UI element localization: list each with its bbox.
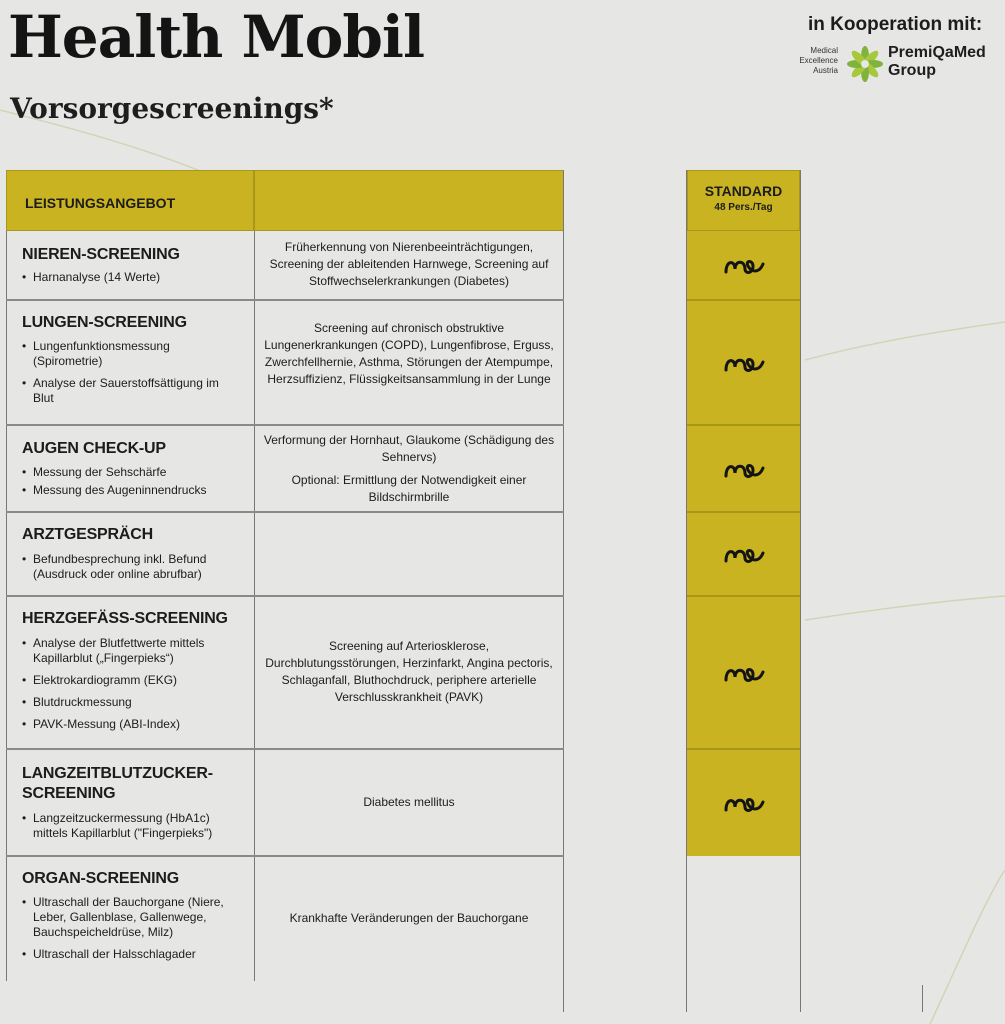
standard-column bbox=[687, 231, 800, 856]
cooperation-label: in Kooperation mit: bbox=[808, 14, 983, 35]
description-paragraph: Optional: Ermittlung der Notwendigkeit einer Bildschirmbrille bbox=[291, 473, 527, 504]
premiqamed-logo-icon bbox=[846, 45, 884, 83]
grid-line bbox=[563, 170, 564, 1012]
partner-mea-line: Excellence bbox=[799, 56, 838, 65]
service-items bbox=[22, 465, 248, 505]
service-items bbox=[22, 895, 232, 969]
service-item: • Messung der Sehschärfe bbox=[22, 465, 248, 480]
standard-cell bbox=[687, 750, 800, 856]
description-paragraph: Verformung der Hornhaut, Glaukome (Schädigung des Sehnervs) bbox=[263, 433, 555, 464]
service-name: LANGZEITBLUTZUCKER-SCREENING bbox=[22, 765, 213, 802]
swirl-check-icon bbox=[723, 790, 765, 816]
standard-cell bbox=[687, 597, 800, 748]
service-description bbox=[261, 239, 557, 290]
service-items bbox=[22, 636, 222, 739]
service-description bbox=[261, 794, 557, 811]
standard-cell bbox=[687, 231, 800, 299]
row-divider bbox=[6, 748, 564, 750]
description-paragraph: Diabetes mellitus bbox=[363, 795, 455, 809]
partner-mea-logo bbox=[760, 46, 838, 76]
description-paragraph: Screening auf chronisch obstruktive Lungenerkrankungen (COPD), Lungenfibrose, Erguss, Zwerchfellhernie, Asthma, Störungen der Atempumpe, Herzsuffizienz, Flüssigkeitsansammlung in der Lunge bbox=[264, 321, 554, 386]
description-paragraph: Früherkennung von Nierenbeeinträchtigungen, Screening der ableitenden Harnwege, Screening auf Stoffwechselerkrankungen (Diabetes) bbox=[269, 240, 549, 288]
service-item: • Ultraschall der Halsschlagader bbox=[22, 947, 232, 962]
service-name: LUNGEN-SCREENING bbox=[22, 314, 187, 331]
service-items bbox=[22, 552, 228, 589]
service-item: • Analyse der Sauerstoffsättigung im Blut bbox=[22, 376, 222, 406]
service-description bbox=[261, 638, 557, 706]
service-name: HERZGEFÄSS-SCREENING bbox=[22, 610, 228, 627]
partner-group-name bbox=[888, 44, 986, 80]
row-divider bbox=[6, 424, 564, 426]
swirl-check-icon bbox=[723, 350, 765, 376]
service-item: • Ultraschall der Bauchorgane (Niere, Leber, Gallenblase, Gallenwege, Bauchspeicheldrüse, Milz) bbox=[22, 895, 232, 940]
row-divider bbox=[6, 299, 564, 301]
column-header-description bbox=[254, 170, 564, 231]
swirl-check-icon bbox=[723, 541, 765, 567]
service-item: • Harnanalyse (14 Werte) bbox=[22, 270, 248, 285]
grid-line bbox=[800, 170, 801, 1012]
service-name: ORGAN-SCREENING bbox=[22, 870, 180, 887]
page-subtitle: Vorsorgescreenings* bbox=[10, 92, 334, 125]
row-divider bbox=[6, 511, 564, 513]
partner-mea-line: Medical bbox=[810, 46, 838, 55]
standard-cell bbox=[687, 426, 800, 511]
column-header-service-label: LEISTUNGSANGEBOT bbox=[25, 195, 176, 211]
partner-group-line: PremiQaMed bbox=[888, 44, 986, 61]
service-description bbox=[261, 432, 557, 506]
swirl-check-icon bbox=[723, 660, 765, 686]
swirl-check-icon bbox=[723, 456, 765, 482]
partner-mea-line: Austria bbox=[813, 66, 838, 75]
column-header-service bbox=[6, 170, 254, 231]
description-paragraph: Screening auf Arteriosklerose, Durchblutungsstörungen, Herzinfarkt, Angina pectoris, Schlaganfall, Bluthochdruck, periphere arterielle Verschlusskrankheit (PAVK) bbox=[265, 639, 553, 704]
column-header-standard-label: STANDARD bbox=[704, 183, 783, 199]
service-name: NIEREN-SCREENING bbox=[22, 246, 180, 263]
service-item: • Befundbesprechung inkl. Befund (Ausdruck oder online abrufbar) bbox=[22, 552, 228, 582]
service-item: • Elektrokardiogramm (EKG) bbox=[22, 673, 222, 688]
service-items bbox=[22, 270, 248, 292]
grid-line bbox=[254, 231, 255, 981]
service-item: • Langzeitzuckermessung (HbA1c) mittels Kapillarblut ("Fingerpieks") bbox=[22, 811, 238, 841]
swirl-check-icon bbox=[723, 252, 765, 278]
service-item: • Analyse der Blutfettwerte mittels Kapillarblut („Fingerpieks“) bbox=[22, 636, 222, 666]
service-item: • Messung des Augeninnendrucks bbox=[22, 483, 248, 498]
description-paragraph: Krankhafte Veränderungen der Bauchorgane bbox=[289, 911, 529, 925]
page-title: Health Mobil bbox=[8, 3, 424, 71]
service-items bbox=[22, 339, 222, 413]
column-header-standard bbox=[687, 170, 800, 231]
row-divider bbox=[6, 595, 564, 597]
service-item: • Blutdruckmessung bbox=[22, 695, 222, 710]
partner-group-line: Group bbox=[888, 62, 936, 79]
service-description bbox=[261, 910, 557, 927]
service-description bbox=[261, 320, 557, 388]
standard-cell bbox=[687, 301, 800, 424]
column-header-standard-capacity: 48 Pers./Tag bbox=[714, 202, 773, 213]
service-name: AUGEN CHECK-UP bbox=[22, 440, 166, 457]
service-item: • Lungenfunktionsmessung (Spirometrie) bbox=[22, 339, 222, 369]
service-name: ARZTGESPRÄCH bbox=[22, 526, 153, 543]
standard-cell bbox=[687, 513, 800, 595]
row-divider bbox=[6, 855, 564, 857]
service-items bbox=[22, 811, 238, 848]
grid-line bbox=[6, 231, 7, 981]
service-item: • PAVK-Messung (ABI-Index) bbox=[22, 717, 222, 732]
grid-line bbox=[922, 985, 923, 1012]
